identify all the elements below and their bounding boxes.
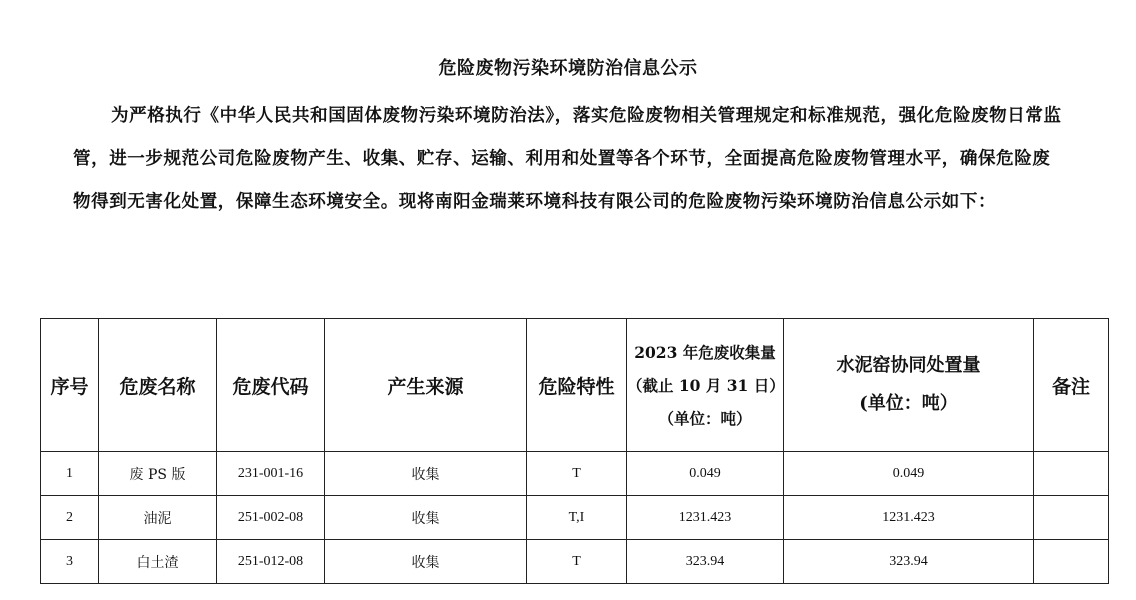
header-collected-line1: 2023 年危废收集量 <box>634 342 776 362</box>
header-source: 产生来源 <box>325 319 527 452</box>
cell-waste-name: 油泥 <box>99 496 217 540</box>
cell-remark <box>1034 540 1109 584</box>
cell-waste-name: 废 PS 版 <box>99 452 217 496</box>
cell-remark <box>1034 496 1109 540</box>
cell-hazard: T <box>527 540 627 584</box>
cell-collected: 323.94 <box>627 540 784 584</box>
header-collected-line2: （截止 10 月 31 日） <box>627 375 785 395</box>
intro-paragraph: 为严格执行《中华人民共和国固体废物污染环境防治法》，落实危险废物相关管理规定和标准规范，强化危险废物日常监管，进一步规范公司危险废物产生、收集、贮存、运输、利用和处置等各个环节，全面提高危险废物管理水平，确保危险废物得到无害化处置，保障生态环境安全。现将南阳金瑞莱环境科技有限公司的危险废物污染环境防治信息公示如下： <box>73 106 1062 212</box>
cell-index: 1 <box>41 452 99 496</box>
header-collected-line3: （单位：吨） <box>658 408 752 428</box>
cell-collected: 0.049 <box>627 452 784 496</box>
header-kiln-line1: 水泥窑协同处置量 <box>836 355 981 376</box>
cell-disposed: 1231.423 <box>784 496 1034 540</box>
header-remark: 备注 <box>1034 319 1109 452</box>
hazardous-waste-table <box>40 318 1109 584</box>
cell-hazard: T <box>527 452 627 496</box>
cell-source: 收集 <box>325 452 527 496</box>
table-row <box>41 496 1109 540</box>
cell-index: 2 <box>41 496 99 540</box>
cell-waste-code: 231-001-16 <box>217 452 325 496</box>
cell-collected: 1231.423 <box>627 496 784 540</box>
document-title: 危险废物污染环境防治信息公示 <box>438 58 698 79</box>
cell-waste-name: 白土渣 <box>99 540 217 584</box>
cell-source: 收集 <box>325 496 527 540</box>
cell-remark <box>1034 452 1109 496</box>
header-index: 序号 <box>41 319 99 452</box>
cell-hazard: T,I <box>527 496 627 540</box>
table-header-row <box>41 319 1109 452</box>
table-row <box>41 540 1109 584</box>
header-kiln-line2: (单位：吨） <box>859 393 958 414</box>
cell-disposed: 0.049 <box>784 452 1034 496</box>
header-kiln-disposal <box>784 319 1034 452</box>
cell-waste-code: 251-002-08 <box>217 496 325 540</box>
header-waste-code: 危废代码 <box>217 319 325 452</box>
cell-disposed: 323.94 <box>784 540 1034 584</box>
cell-source: 收集 <box>325 540 527 584</box>
cell-index: 3 <box>41 540 99 584</box>
header-collected-amount <box>627 319 784 452</box>
header-waste-name: 危废名称 <box>99 319 217 452</box>
header-hazard: 危险特性 <box>527 319 627 452</box>
table-row <box>41 452 1109 496</box>
cell-waste-code: 251-012-08 <box>217 540 325 584</box>
